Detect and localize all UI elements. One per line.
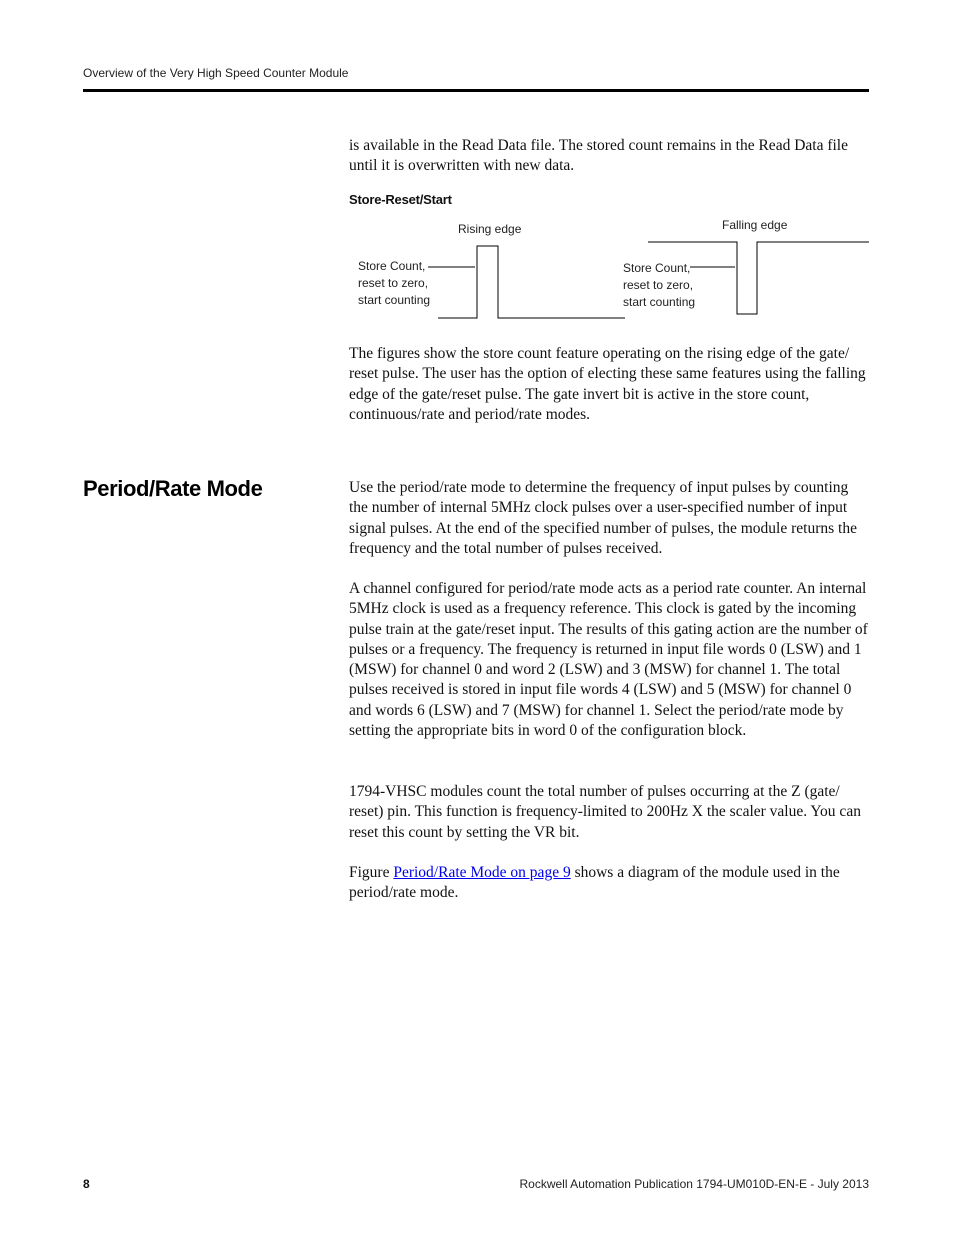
running-header: Overview of the Very High Speed Counter Module [83,66,349,80]
figure-ref-prefix: Figure [349,864,394,881]
falling-callout [623,260,695,311]
intro-paragraph: is available in the Read Data file. The stored count remains in the Read Data file until it is overwritten with new data. [349,137,848,175]
page-number: 8 [83,1177,90,1191]
paragraph: 1794-VHSC modules count the total number of pulses occurring at the Z (gate/ reset) pin. This function is frequency-limited to 200Hz X the scaler value. You can reset this count by setting the VR bit. [349,783,861,841]
rising-callout-line: start counting [358,293,431,307]
figure-description: The figures show the store count feature operating on the rising edge of the gate/ reset pulse. The user has the option of electing these same features using the falling edge of the gate/reset pulse. The gate invert bit is active in the store count, continuous/rate and period/rate modes. [349,345,866,423]
figure-reference-paragraph [349,863,869,904]
period-rate-mode-link[interactable]: Period/Rate Mode on page 9 [393,864,571,881]
rising-callout-line: reset to zero, [358,276,429,290]
paragraph: A channel configured for period/rate mode acts as a period rate counter. An internal 5MHz clock is used as a frequency reference. This clock is gated by the incoming pulse train at the gate/reset input. The results of this gating action are the number of pulses or a frequency. The frequency is returned in input file words 0 (LSW) and 1 (MSW) for channel 0 and word 2 (LSW) and 3 (MSW) for channel 1. The total pulses received is stored in input file words 4 (LSW) and 5 (MSW) for channel 0 and words 6 (LSW) and 7 (MSW) for channel 1. Select the period/rate mode by setting the appropriate bits in word 0 of the configuration block. [349,580,868,740]
figure-ref-suffix: shows a diagram of the module used in the period/rate mode. [349,864,840,902]
rising-edge-waveform [438,246,625,318]
falling-callout-line: Store Count, [623,261,691,275]
falling-callout-line: start counting [623,295,696,309]
header-rule [83,89,869,92]
paragraph: Use the period/rate mode to determine the frequency of input pulses by counting the number of internal 5MHz clock pulses over a user-specified number of input signal pulses. At the end of the specified number of pulses, the module returns the frequency and the total number of pulses received. [349,479,857,557]
figure-title: Store-Reset/Start [349,192,452,207]
rising-callout-line: Store Count, [358,259,426,273]
rising-callout [358,258,430,309]
falling-edge-label: Falling edge [722,218,788,232]
store-reset-diagram [340,210,880,330]
rising-edge-label: Rising edge [458,222,522,236]
falling-callout-line: reset to zero, [623,278,694,292]
publication-info: Rockwell Automation Publication 1794-UM010D-EN-E - July 2013 [519,1177,869,1191]
section-heading: Period/Rate Mode [83,476,263,501]
